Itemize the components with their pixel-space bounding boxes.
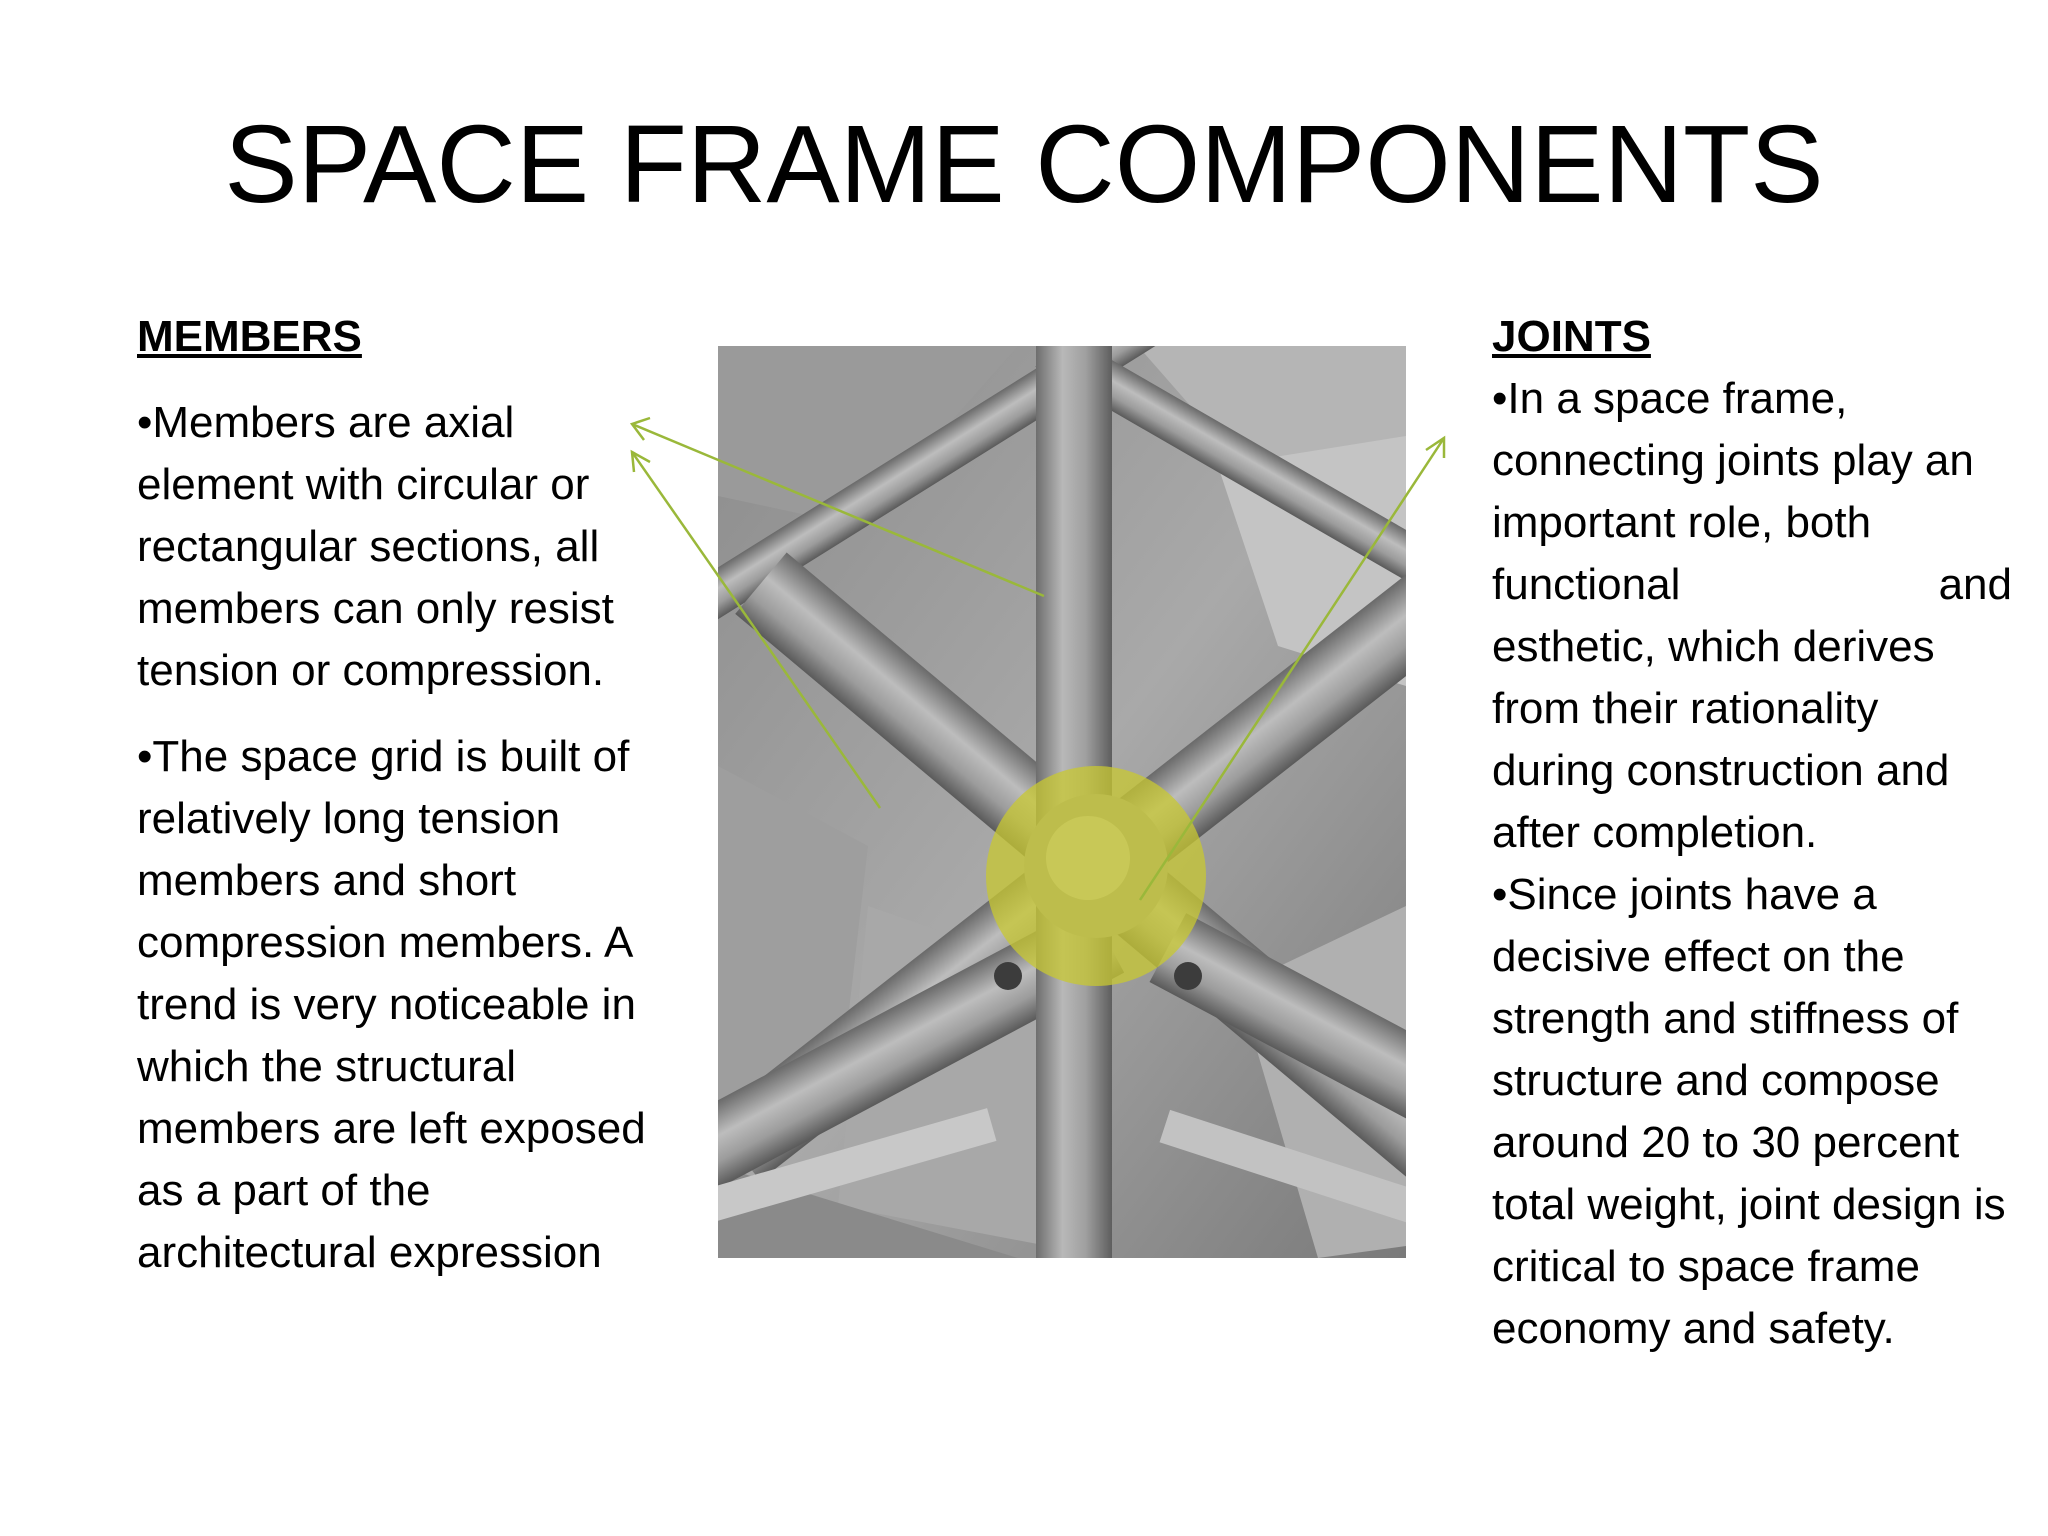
members-heading: MEMBERS — [137, 312, 362, 361]
joints-bullet-2: •Since joints have a decisive effect on the strength and stiffness of structure and compose around 20 to 30 percent total weight, joint design is critical to space frame economy and safety. — [1492, 870, 2006, 1353]
slide-title: SPACE FRAME COMPONENTS — [224, 103, 1824, 226]
joints-bullet-1-end: esthetic, which derives from their rationality during construction and after completion. — [1492, 622, 1950, 857]
space-frame-photo — [718, 346, 1406, 1258]
joints-bullet-1-justified-line — [1492, 554, 2012, 616]
joints-bullet-1-word-a: functional — [1492, 560, 1681, 609]
arrow-head-3 — [1426, 438, 1444, 458]
joints-bullet-1 — [1492, 368, 2012, 864]
joints-bullet-1-word-b: and — [1938, 560, 2012, 609]
joints-column — [1492, 306, 2012, 1360]
members-bullet-2: •The space grid is built of relatively long tension members and short compression members. A trend is very noticeable in which the structural members are left exposed as a part of the architectural expression — [137, 732, 646, 1277]
joints-bullet-1-start: •In a space frame, connecting joints play an important role, both — [1492, 374, 1974, 547]
members-bullet-1: •Members are axial element with circular or rectangular sections, all members can only resist tension or compression. — [137, 398, 614, 695]
members-column — [137, 306, 657, 1308]
joints-heading: JOINTS — [1492, 312, 1651, 361]
